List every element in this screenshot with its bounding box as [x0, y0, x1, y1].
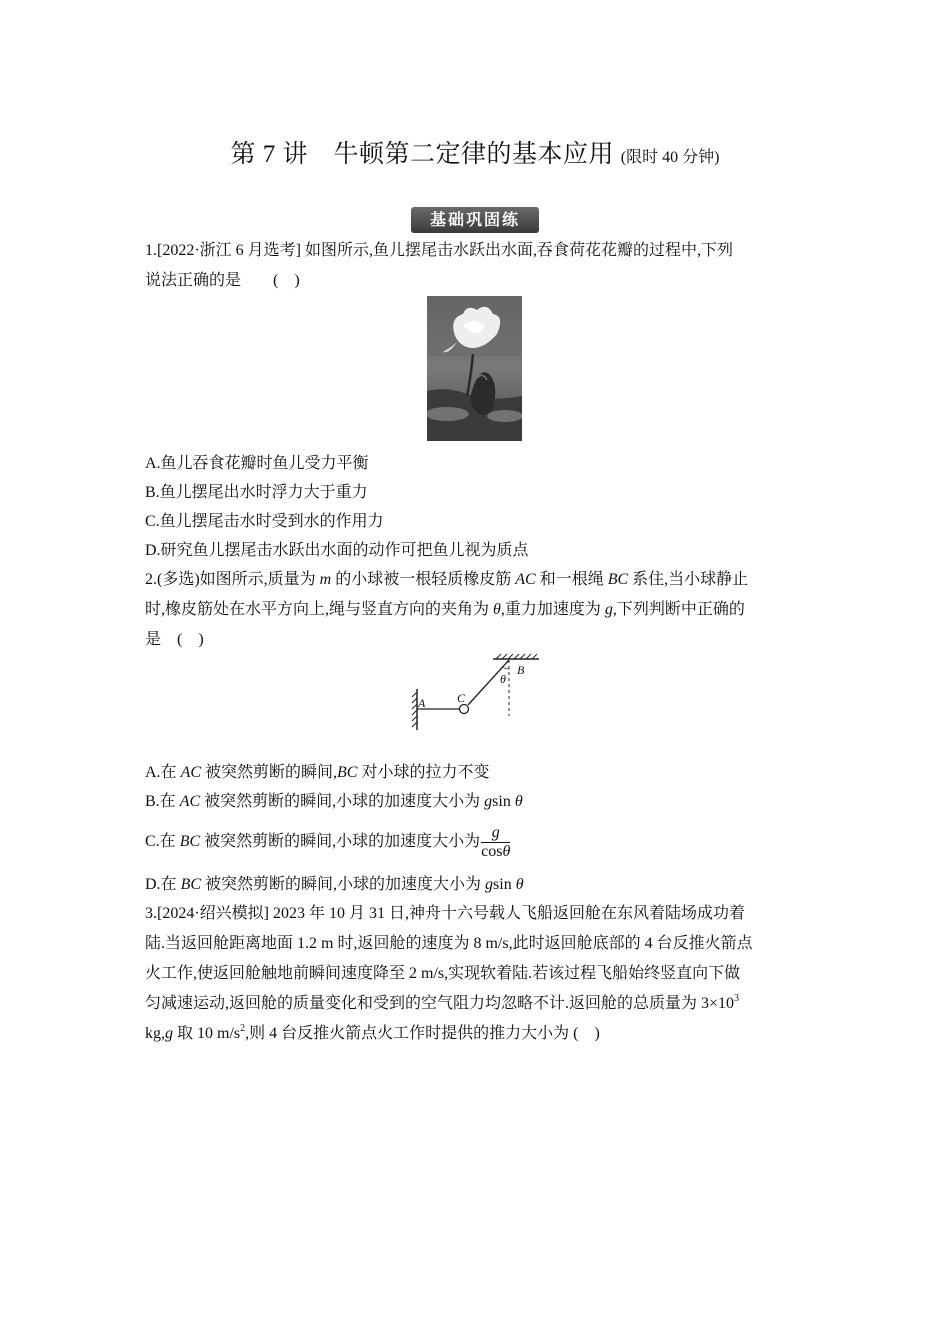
- q1-option-d: D.研究鱼儿摆尾击水跃出水面的动作可把鱼儿视为质点: [145, 542, 529, 559]
- fish-lotus-photo: [427, 296, 522, 441]
- q1-option-c: C.鱼儿摆尾击水时受到水的作用力: [145, 513, 384, 530]
- q3-stem-line3: 火工作,使返回舱触地前瞬间速度降至 2 m/s,实现软着陆.若该过程飞船始终竖直向下做: [145, 965, 741, 982]
- label-c: C: [457, 691, 466, 705]
- ball: [460, 705, 469, 714]
- q3-stem-line2: 陆.当返回舱距离地面 1.2 m 时,返回舱的速度为 8 m/s,此时返回舱底部的 4 台反推火箭点: [145, 935, 753, 952]
- q1-stem-line2: 说法正确的是 ( ): [145, 272, 300, 289]
- title-time-limit: (限时 40 分钟): [620, 149, 720, 166]
- q2-option-a: A.在 AC 被突然剪断的瞬间,BC 对小球的拉力不变: [145, 764, 490, 781]
- title-main: 第 7 讲 牛顿第二定律的基本应用: [230, 141, 615, 168]
- section-badge: 基础巩固练: [411, 207, 539, 233]
- q3-stem-line4: 匀减速运动,返回舱的质量变化和受到的空气阻力均忽略不计.返回舱的总质量为 $3\times 10^3$: [145, 993, 740, 1012]
- q3-stem-line5: kg,g 取 10 $m/s^2$,则 4 台反推火箭点火工作时提供的推力大小为 ( ): [145, 1023, 600, 1042]
- label-b: B: [517, 663, 525, 677]
- q2-option-c: C.在 BC 被突然剪断的瞬间,小球的加速度大小为 $\frac{g}{\cos\theta}$: [145, 823, 511, 860]
- q3-stem-line1: 3.[2024·绍兴模拟] 2023 年 10 月 31 日,神舟十六号载人飞船返回舱在东风着陆场成功着: [145, 905, 745, 922]
- q2-option-d: D.在 BC 被突然剪断的瞬间,小球的加速度大小为 gsin θ: [145, 876, 524, 893]
- q2-rubber-band-diagram: [405, 652, 545, 734]
- q1-option-b: B.鱼儿摆尾出水时浮力大于重力: [145, 484, 368, 501]
- q1-stem-line1: 1.[2022·浙江 6 月选考] 如图所示,鱼儿摆尾击水跃出水面,吞食荷花花瓣的过程中,下列: [145, 242, 733, 259]
- left-wall: [412, 689, 417, 730]
- ceiling: [493, 654, 539, 659]
- q2-option-b: B.在 AC 被突然剪断的瞬间,小球的加速度大小为 gsin θ: [145, 793, 523, 810]
- q2-stem-line1: 2.(多选)如图所示,质量为 m 的小球被一根轻质橡皮筋 AC 和一根绳 BC 系住,当小球静止: [145, 571, 749, 588]
- page-title: [0, 134, 950, 170]
- q1-option-a: A.鱼儿吞食花瓣时鱼儿受力平衡: [145, 455, 369, 472]
- fraction-g-over-cos-theta: $\frac{g}{\cos\theta}$: [481, 823, 511, 860]
- angle-arc: [503, 667, 509, 669]
- q2-stem-line2: 时,橡皮筋处在水平方向上,绳与竖直方向的夹角为 θ,重力加速度为 g,下列判断中正确的: [145, 601, 745, 618]
- label-theta: θ: [500, 672, 506, 686]
- q2-stem-line3: 是 ( ): [145, 631, 204, 648]
- label-a: A: [418, 696, 426, 710]
